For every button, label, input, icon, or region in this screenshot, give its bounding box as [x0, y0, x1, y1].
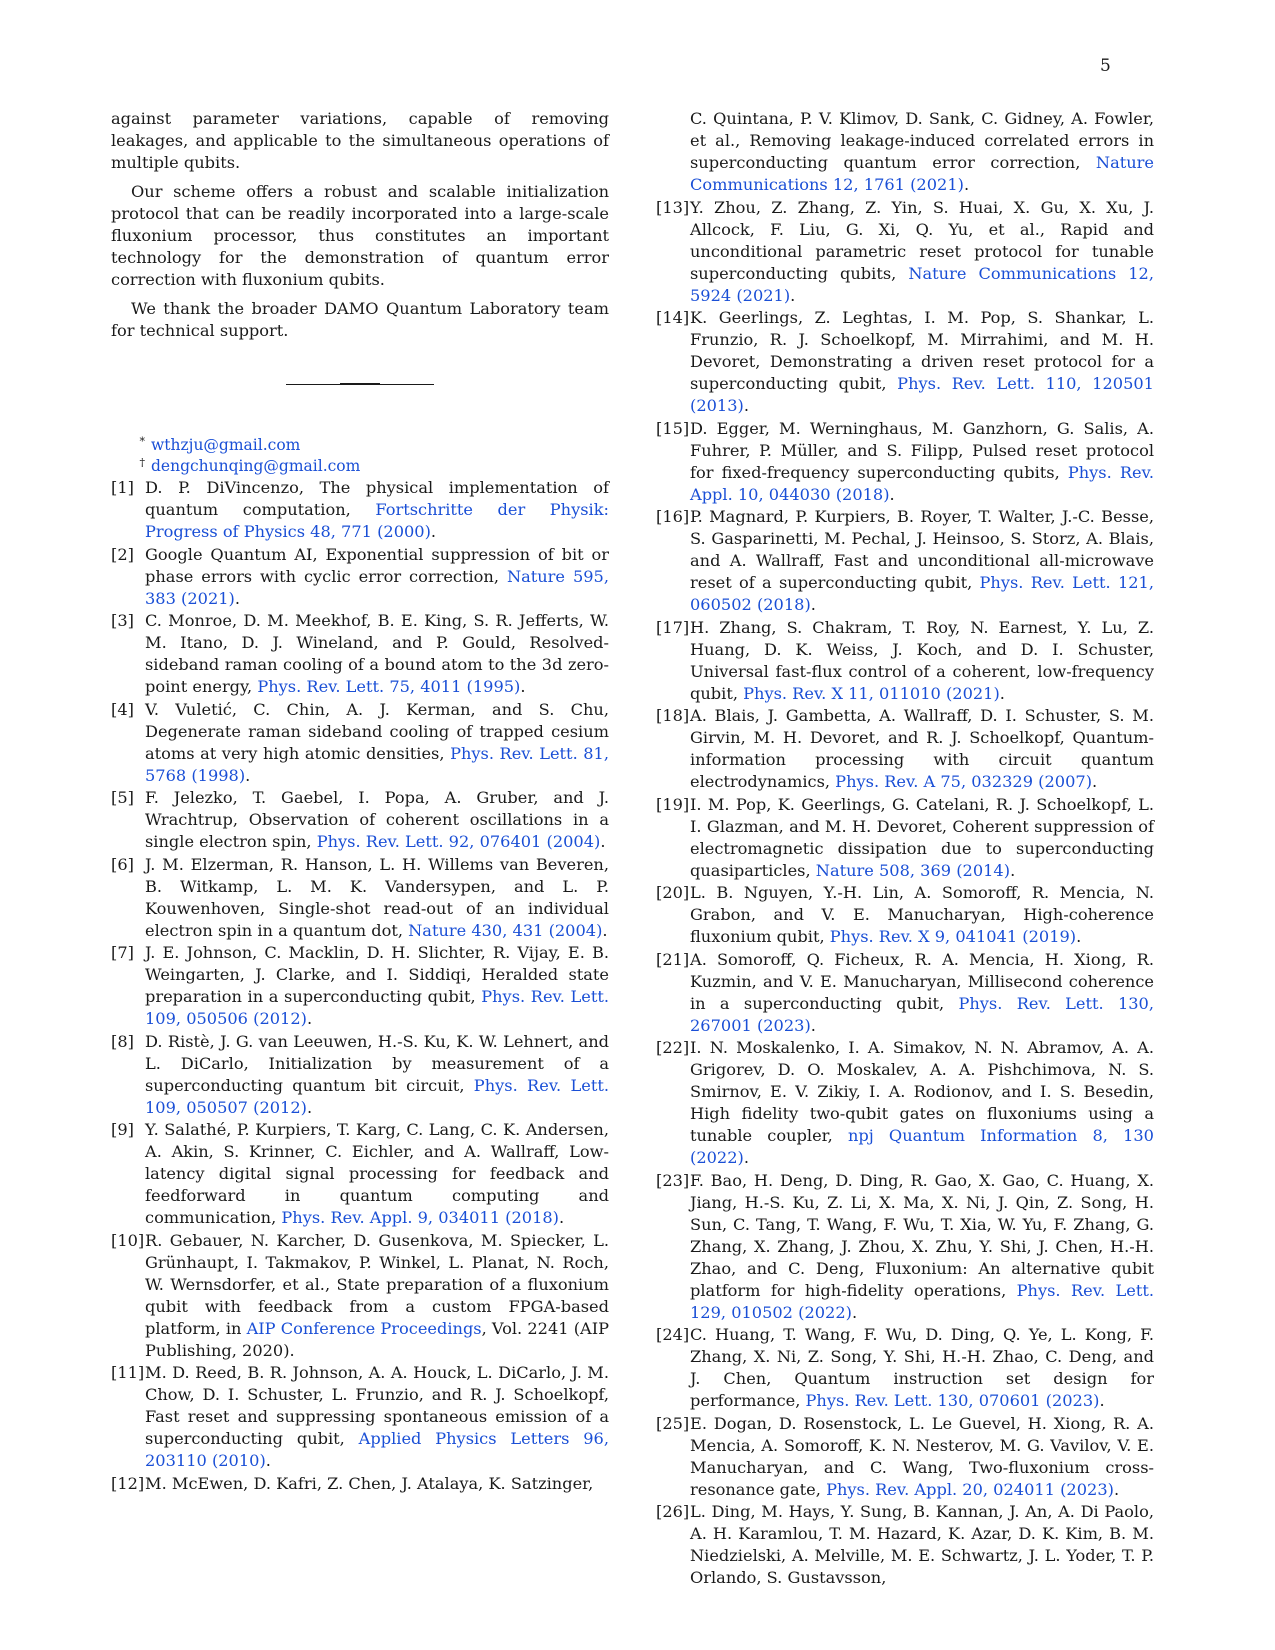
- reference-text: J. M. Elzerman, R. Hanson, L. H. Willems van Beveren, B. Witkamp, L. M. K. Vandersypen, and L. P. Kouwenhoven, Single-shot read-out of an individual electron spin in a quantum dot,: [145, 854, 609, 940]
- reference-suffix: .: [245, 765, 251, 785]
- reference-entry: [111, 1362, 609, 1472]
- reference-body: [690, 1170, 1154, 1324]
- reference-link[interactable]: Phys. Rev. X 9, 041041 (2019): [829, 927, 1077, 946]
- reference-link[interactable]: Phys. Rev. Appl. 9, 034011 (2018): [281, 1208, 559, 1227]
- reference-body: [145, 544, 609, 610]
- reference-text: R. Gebauer, N. Karcher, D. Gusenkova, M. Spiecker, L. Grünhaupt, I. Takmakov, P. Winkel, L. Planat, N. Roch, W. Wernsdorfer, et al., State preparation of a fluxonium qubit with feedback from a custom FPGA-based platform, in: [145, 1230, 609, 1338]
- reference-number: [16]: [656, 507, 690, 526]
- reference-entry: [656, 882, 1154, 948]
- reference-text: C. Quintana, P. V. Klimov, D. Sank, C. Gidney, A. Fowler, et al., Removing leakage-induced correlated errors in superconducting quantum error correction,: [690, 109, 1154, 172]
- reference-suffix: .: [520, 677, 526, 696]
- reference-body: [145, 942, 609, 1030]
- reference-suffix: .: [600, 832, 606, 851]
- reference-number: [14]: [656, 308, 690, 327]
- reference-suffix: .: [810, 595, 816, 614]
- reference-text: A. Somoroff, Q. Ficheux, R. A. Mencia, H. Xiong, R. Kuzmin, and V. E. Manucharyan, Millisecond coherence in a superconducting qubit,: [690, 949, 1154, 1013]
- reference-number: [12]: [111, 1473, 145, 1493]
- reference-suffix: .: [851, 1302, 858, 1322]
- reference-number: [22]: [656, 1038, 690, 1057]
- reference-text: J. E. Johnson, C. Macklin, D. H. Slichter, R. Vijay, E. B. Weingarten, J. Clarke, and I. Siddiqi, Heralded state preparation in a superconducting qubit,: [145, 943, 609, 1006]
- reference-text: Y. Zhou, Z. Zhang, Z. Yin, S. Huai, X. Gu, X. Xu, J. Allcock, F. Liu, G. Xi, Q. Yu, et al., Rapid and unconditional parametric reset protocol for tunable superconducting qubits,: [690, 197, 1154, 283]
- reference-text: F. Bao, H. Deng, D. Ding, R. Gao, X. Gao, C. Huang, X. Jiang, H.-S. Ku, Z. Li, X. Ma, X. Ni, J. Qin, Z. Song, H. Sun, C. Tang, T. Wang, F. Wu, T. Xia, W. Yu, F. Zhang, G. Zhang, X. Zhang, J. Zhou, X. Zhu, Y. Shi, J. Chen, H.-H. Zhao, and C. Deng, Fluxonium: An alternative qubit platform for high-fidelity operations,: [690, 1170, 1154, 1300]
- footnote: [111, 435, 609, 456]
- reference-number: [4]: [111, 699, 134, 719]
- reference-entry: [111, 477, 609, 543]
- footnote: [111, 456, 609, 477]
- reference-body: [690, 882, 1154, 948]
- reference-entry: [656, 1324, 1154, 1412]
- footnote-mark: †: [139, 456, 145, 469]
- reference-entry: [656, 506, 1154, 616]
- reference-entry: [111, 544, 609, 610]
- reference-entry: [656, 949, 1154, 1037]
- reference-link[interactable]: Fortschritte der Physik: Progress of Physics 48, 771 (2000): [145, 500, 609, 541]
- reference-suffix: .: [889, 484, 895, 504]
- reference-suffix: .: [1099, 1391, 1105, 1410]
- reference-list-left: [111, 477, 609, 1495]
- reference-text: A. Blais, J. Gambetta, A. Wallraff, D. I. Schuster, S. M. Girvin, M. H. Devoret, and R. J. Schoelkopf, Quantum-information processing with circuit quantum electrodynamics,: [690, 706, 1154, 791]
- reference-suffix: .: [999, 683, 1005, 703]
- reference-suffix: .: [1113, 1479, 1120, 1499]
- reference-suffix: .: [265, 1451, 271, 1470]
- left-column: [111, 108, 609, 1495]
- reference-number: [656, 108, 690, 196]
- reference-link[interactable]: Nature 508, 369 (2014): [815, 860, 1011, 880]
- reference-number: [20]: [656, 883, 690, 902]
- reference-entry: [656, 1501, 1154, 1589]
- reference-link[interactable]: Phys. Rev. Lett. 130, 267001 (2023): [690, 993, 1154, 1035]
- reference-number: [10]: [111, 1230, 145, 1250]
- reference-text: D. P. DiVincenzo, The physical implementation of quantum computation,: [145, 478, 609, 519]
- reference-link[interactable]: Phys. Rev. Appl. 10, 044030 (2018): [690, 462, 1154, 504]
- reference-suffix: .: [743, 396, 749, 415]
- reference-list-right: [656, 108, 1154, 1589]
- reference-link[interactable]: Phys. Rev. Appl. 20, 024011 (2023): [826, 1479, 1114, 1499]
- reference-entry: [111, 1230, 609, 1362]
- reference-number: [21]: [656, 949, 690, 969]
- reference-number: [19]: [656, 794, 690, 814]
- reference-number: [23]: [656, 1170, 690, 1190]
- reference-body: [690, 108, 1154, 196]
- reference-number: [26]: [656, 1502, 690, 1521]
- reference-suffix: .: [963, 175, 970, 194]
- reference-text: Y. Salathé, P. Kurpiers, T. Karg, C. Lang, C. K. Andersen, A. Akin, S. Krinner, C. Eichler, and A. Wallraff, Low-latency digital signal processing for feedback and feedforward in quantum computing and communication,: [145, 1120, 609, 1227]
- reference-entry: [656, 197, 1154, 307]
- reference-link[interactable]: Nature Communications 12, 1761 (2021): [690, 153, 1154, 194]
- reference-number: [17]: [656, 617, 690, 637]
- reference-suffix: .: [790, 285, 796, 305]
- reference-text: D. Ristè, J. G. van Leeuwen, H.-S. Ku, K. W. Lehnert, and L. DiCarlo, Initialization by measurement of a superconducting quantum bit circuit,: [145, 1031, 609, 1095]
- reference-text: L. Ding, M. Hays, Y. Sung, B. Kannan, J. An, A. Di Paolo, A. H. Karamlou, T. M. Hazard, K. Azar, D. K. Kim, B. M. Niedzielski, A. Melville, M. E. Schwartz, J. L. Yoder, T. P. Orlando, S. Gustavsson,: [690, 1502, 1154, 1587]
- reference-body: [690, 197, 1154, 307]
- reference-number: [8]: [111, 1031, 134, 1051]
- reference-body: [145, 1119, 609, 1229]
- reference-entry: [111, 699, 609, 787]
- body-paragraph: Our scheme offers a robust and scalable initialization protocol that can be readily incorporated into a large-scale fluxonium processor, thus constitutes an important technology for the demonstration of quantum error correction with fluxonium qubits.: [111, 182, 609, 289]
- reference-suffix: .: [306, 1009, 313, 1028]
- reference-link[interactable]: Phys. Rev. Lett. 110, 120501 (2013): [690, 374, 1154, 415]
- reference-link[interactable]: AIP Conference Proceedings: [246, 1318, 482, 1338]
- reference-number: [25]: [656, 1413, 690, 1433]
- reference-link[interactable]: Phys. Rev. Lett. 109, 050506 (2012): [145, 987, 610, 1028]
- reference-number: [3]: [111, 611, 134, 630]
- reference-text: P. Magnard, P. Kurpiers, B. Royer, T. Walter, J.-C. Besse, S. Gasparinetti, M. Pechal, J. Heinsoo, S. Storz, A. Blais, and A. Wallraff, Fast and unconditional all-microwave reset of a superconducting qubit,: [690, 507, 1154, 592]
- footnote-mark: *: [139, 435, 145, 448]
- reference-link[interactable]: Phys. Rev. Lett. 81, 5768 (1998): [145, 743, 610, 785]
- reference-link[interactable]: npj Quantum Information 8, 130 (2022): [690, 1126, 1154, 1167]
- reference-body: [690, 1501, 1154, 1589]
- reference-link[interactable]: Phys. Rev. Lett. 92, 076401 (2004): [316, 832, 601, 851]
- reference-entry: [111, 854, 609, 942]
- reference-entry: [656, 1413, 1154, 1501]
- reference-number: [18]: [656, 706, 690, 725]
- reference-body: [145, 1473, 609, 1495]
- reference-link[interactable]: Phys. Rev. Lett. 121, 060502 (2018): [690, 573, 1154, 614]
- reference-entry: [111, 1119, 609, 1229]
- reference-entry: [111, 1031, 609, 1119]
- reference-link[interactable]: Phys. Rev. Lett. 109, 050507 (2012): [145, 1075, 609, 1117]
- reference-number: [5]: [111, 788, 134, 807]
- section-divider: [286, 384, 434, 385]
- reference-number: [9]: [111, 1120, 134, 1139]
- reference-text: M. McEwen, D. Kafri, Z. Chen, J. Atalaya, K. Satzinger,: [145, 1473, 594, 1493]
- reference-body: [145, 699, 609, 787]
- reference-entry: [656, 418, 1154, 506]
- reference-suffix: .: [306, 1097, 313, 1117]
- reference-body: [690, 506, 1154, 616]
- acknowledgment-paragraph: We thank the broader DAMO Quantum Laboratory team for technical support.: [111, 299, 609, 340]
- reference-suffix: .: [430, 522, 437, 541]
- reference-suffix: .: [559, 1208, 565, 1227]
- reference-link[interactable]: Nature Communications 12, 5924 (2021): [690, 263, 1154, 305]
- reference-link[interactable]: Phys. Rev. Lett. 129, 010502 (2022): [690, 1280, 1154, 1322]
- reference-body: [690, 949, 1154, 1037]
- reference-entry: [111, 1473, 609, 1495]
- reference-text: D. Egger, M. Werninghaus, M. Ganzhorn, G. Salis, A. Fuhrer, P. Müller, and S. Filipp, Pulsed reset protocol for fixed-frequency superconducting qubits,: [690, 418, 1154, 482]
- reference-body: [690, 705, 1154, 793]
- reference-entry: [656, 794, 1154, 882]
- reference-suffix: .: [810, 1015, 816, 1035]
- reference-text: C. Monroe, D. M. Meekhof, B. E. King, S. R. Jefferts, W. M. Itano, D. J. Wineland, and P. Gould, Resolved-sideband raman cooling of a bound atom to the 3d zero-point energy,: [145, 611, 609, 696]
- reference-body: [145, 1031, 609, 1119]
- reference-text: I. M. Pop, K. Geerlings, G. Catelani, R. J. Schoelkopf, L. I. Glazman, and M. H. Devoret, Coherent suppression of electromagnetic dissipation due to superconducting quasiparticles,: [690, 794, 1154, 880]
- reference-number: [2]: [111, 544, 134, 564]
- reference-entry: [656, 1037, 1154, 1169]
- reference-entry: [656, 108, 1154, 196]
- reference-number: [7]: [111, 943, 134, 962]
- reference-link[interactable]: Phys. Rev. A 75, 032329 (2007): [835, 772, 1093, 791]
- reference-number: [11]: [111, 1363, 145, 1382]
- reference-text: M. D. Reed, B. R. Johnson, A. A. Houck, L. DiCarlo, J. M. Chow, D. I. Schuster, L. Frunzio, and R. J. Schoelkopf, Fast reset and suppressing spontaneous emission of a superconducting qubit,: [145, 1363, 609, 1448]
- reference-link[interactable]: Phys. Rev. Lett. 75, 4011 (1995): [257, 677, 521, 696]
- reference-body: [145, 1362, 609, 1472]
- reference-body: [145, 477, 609, 543]
- reference-text: F. Jelezko, T. Gaebel, I. Popa, A. Gruber, and J. Wrachtrup, Observation of coherent oscillations in a single electron spin,: [145, 788, 609, 851]
- reference-body: [690, 1413, 1154, 1501]
- reference-entry: [111, 787, 609, 853]
- reference-entry: [656, 705, 1154, 793]
- reference-text: L. B. Nguyen, Y.-H. Lin, A. Somoroff, R. Mencia, N. Grabon, and V. E. Manucharyan, High-coherence fluxonium qubit,: [690, 883, 1154, 946]
- reference-text: H. Zhang, S. Chakram, T. Roy, N. Earnest, Y. Lu, Z. Huang, D. K. Weiss, J. Koch, and D. I. Schuster, Universal fast-flux control of a coherent, low-frequency qubit,: [690, 617, 1154, 703]
- reference-number: [24]: [656, 1325, 690, 1344]
- reference-body: [145, 854, 609, 942]
- reference-suffix: .: [1076, 927, 1082, 946]
- reference-body: [145, 1230, 609, 1362]
- reference-text: Google Quantum AI, Exponential suppression of bit or phase errors with cyclic error correction,: [145, 544, 609, 586]
- reference-suffix: .: [1092, 772, 1098, 791]
- reference-entry: [656, 307, 1154, 417]
- reference-number: [1]: [111, 478, 134, 497]
- reference-body: [145, 787, 609, 853]
- reference-entry: [111, 942, 609, 1030]
- reference-link[interactable]: Phys. Rev. X 11, 011010 (2021): [743, 683, 1000, 703]
- reference-text: C. Huang, T. Wang, F. Wu, D. Ding, Q. Ye, L. Kong, F. Zhang, X. Ni, Z. Song, Y. Shi, H.-H. Zhao, C. Deng, and J. Chen, Quantum instruction set design for performance,: [690, 1325, 1154, 1410]
- reference-link[interactable]: Nature 595, 383 (2021): [145, 566, 609, 608]
- body-paragraph: against parameter variations, capable of removing leakages, and applicable to the simultaneous operations of multiple qubits.: [111, 109, 609, 172]
- reference-entry: [656, 617, 1154, 705]
- reference-text: K. Geerlings, Z. Leghtas, I. M. Pop, S. Shankar, L. Frunzio, R. J. Schoelkopf, M. Mirrahimi, and M. H. Devoret, Demonstrating a driven reset protocol for a superconducting qubit,: [690, 308, 1154, 393]
- reference-text: V. Vuletić, C. Chin, A. J. Kerman, and S. Chu, Degenerate raman sideband cooling of trapped cesium atoms at very high atomic densities,: [145, 699, 609, 763]
- page-number: 5: [1100, 56, 1111, 76]
- reference-link[interactable]: Applied Physics Letters 96, 203110 (2010): [145, 1429, 609, 1470]
- reference-body: [690, 1037, 1154, 1169]
- reference-body: [690, 794, 1154, 882]
- reference-number: [15]: [656, 418, 690, 438]
- reference-body: [690, 418, 1154, 506]
- reference-number: [6]: [111, 854, 134, 874]
- reference-suffix: .: [234, 588, 241, 608]
- reference-suffix: , Vol. 2241 (AIP Publishing, 2020).: [145, 1318, 609, 1360]
- reference-body: [690, 617, 1154, 705]
- reference-body: [690, 307, 1154, 417]
- reference-link[interactable]: Nature 430, 431 (2004): [408, 920, 603, 940]
- reference-entry: [111, 610, 609, 698]
- reference-suffix: .: [602, 920, 608, 940]
- reference-body: [145, 610, 609, 698]
- right-column: [656, 108, 1154, 1590]
- reference-text: E. Dogan, D. Rosenstock, L. Le Guevel, H. Xiong, R. A. Mencia, A. Somoroff, K. N. Nesterov, M. G. Vavilov, V. E. Manucharyan, and C. Wang, Two-fluxonium cross-resonance gate,: [690, 1413, 1154, 1499]
- reference-suffix: .: [743, 1148, 749, 1167]
- reference-entry: [656, 1170, 1154, 1324]
- email-link[interactable]: dengchunqing@gmail.com: [151, 457, 361, 475]
- reference-number: [13]: [656, 197, 690, 217]
- email-link[interactable]: wthzju@gmail.com: [151, 436, 301, 454]
- reference-suffix: .: [1010, 860, 1016, 880]
- reference-body: [690, 1324, 1154, 1412]
- reference-text: I. N. Moskalenko, I. A. Simakov, N. N. Abramov, A. A. Grigorev, D. O. Moskalev, A. A. Pishchimova, N. S. Smirnov, E. V. Zikiy, I. A. Rodionov, and I. S. Besedin, High fidelity two-qubit gates on fluxoniums using a tunable coupler,: [690, 1038, 1154, 1145]
- reference-link[interactable]: Phys. Rev. Lett. 130, 070601 (2023): [805, 1391, 1100, 1410]
